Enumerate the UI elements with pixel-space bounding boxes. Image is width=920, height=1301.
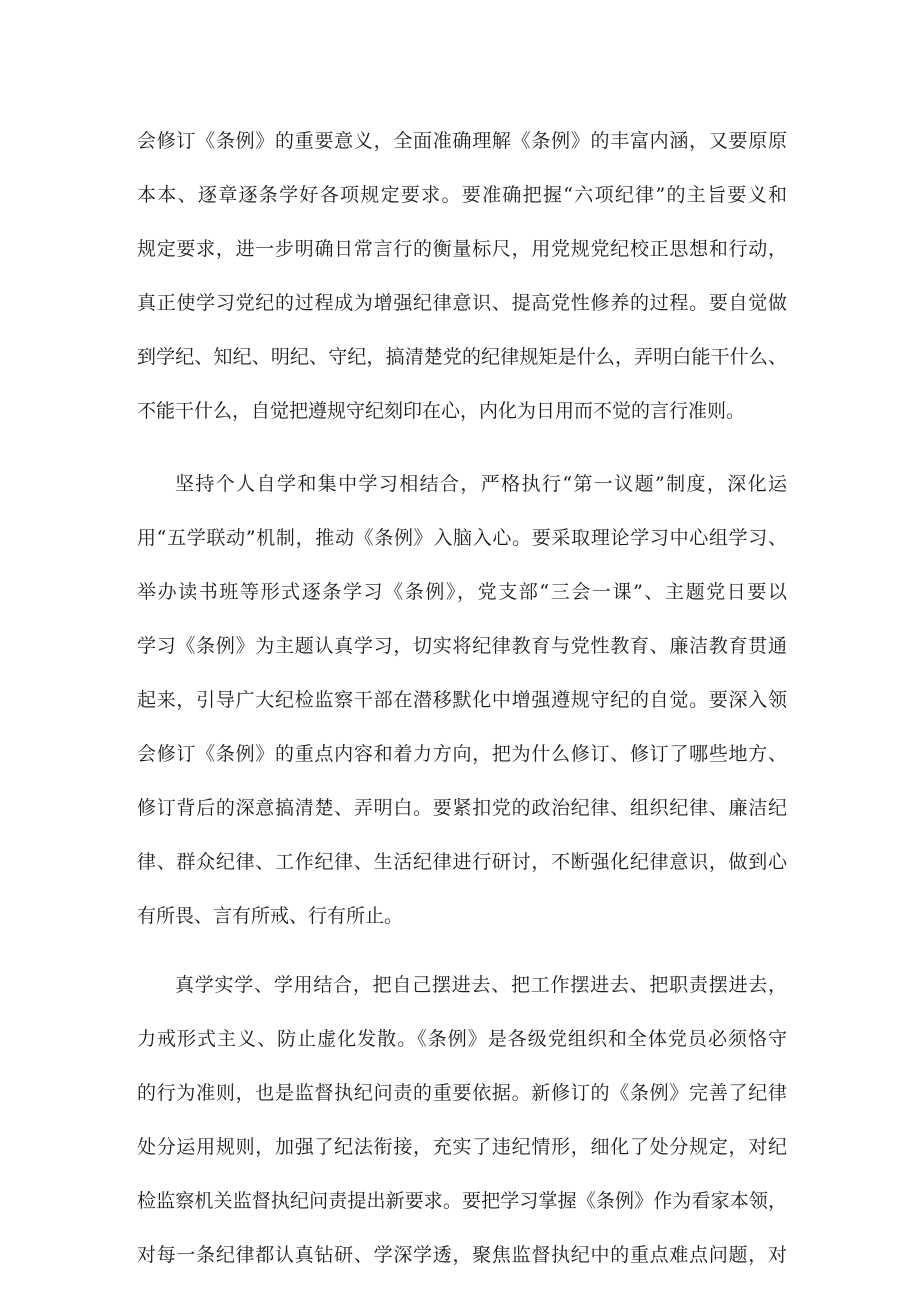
paragraph-2-line-1: 坚持个人自学和集中学习相结合，严格执行“第一议题”制度，深化运 — [175, 473, 787, 495]
paragraph-2-line-8: 律、群众纪律、工作纪律、生活纪律进行研讨，不断强化纪律意识，做到心 — [137, 851, 787, 873]
paragraph-2-line-9: 有所畏、言有所戒、行有所止。 — [137, 905, 404, 927]
paragraph-2-line-4: 学习《条例》为主题认真学习，切实将纪律教育与党性教育、廉洁教育贯通 — [137, 635, 787, 657]
paragraph-1-line-5: 到学纪、知纪、明纪、守纪，搞清楚党的纪律规矩是什么，弄明白能干什么、 — [137, 346, 787, 368]
paragraph-3-line-6: 对每一条纪律都认真钻研、学深学透，聚焦监督执纪中的重点难点问题，对 — [137, 1244, 787, 1266]
paragraph-3-line-4: 处分运用规则，加强了纪法衔接，充实了违纪情形，细化了处分规定，对纪 — [137, 1136, 787, 1158]
paragraph-2-line-5: 起来，引导广大纪检监察干部在潜移默化中增强遵规守纪的自觉。要深入领 — [137, 689, 787, 711]
paragraph-1-line-1: 会修订《条例》的重要意义，全面准确理解《条例》的丰富内涵，又要原原 — [137, 130, 787, 152]
paragraph-1-line-6: 不能干什么，自觉把遵规守纪刻印在心，内化为日用而不觉的言行准则。 — [137, 400, 746, 422]
paragraph-1-line-2: 本本、逐章逐条学好各项规定要求。要准确把握“六项纪律”的主旨要义和 — [137, 184, 787, 206]
paragraph-3-line-5: 检监察机关监督执纪问责提出新要求。要把学习掌握《条例》作为看家本领， — [137, 1190, 787, 1212]
paragraph-3-line-3: 的行为准则，也是监督执纪问责的重要依据。新修订的《条例》完善了纪律 — [137, 1082, 787, 1104]
paragraph-2-line-3: 举办读书班等形式逐条学习《条例》，党支部“三会一课”、主题党日要以 — [137, 581, 787, 603]
paragraph-2-line-2: 用“五学联动”机制，推动《条例》入脑入心。要采取理论学习中心组学习、 — [137, 527, 787, 549]
paragraph-3-line-2: 力戒形式主义、防止虚化发散。《条例》是各级党组织和全体党员必须恪守 — [137, 1028, 787, 1050]
paragraph-2-line-7: 修订背后的深意搞清楚、弄明白。要紧扣党的政治纪律、组织纪律、廉洁纪 — [137, 797, 787, 819]
paragraph-1-line-4: 真正使学习党纪的过程成为增强纪律意识、提高党性修养的过程。要自觉做 — [137, 292, 787, 314]
paragraph-2-line-6: 会修订《条例》的重点内容和着力方向，把为什么修订、修订了哪些地方、 — [137, 743, 787, 765]
paragraph-3-line-1: 真学实学、学用结合，把自己摆进去、把工作摆进去、把职责摆进去， — [175, 974, 787, 996]
paragraph-1-line-3: 规定要求，进一步明确日常言行的衡量标尺，用党规党纪校正思想和行动， — [137, 238, 787, 260]
